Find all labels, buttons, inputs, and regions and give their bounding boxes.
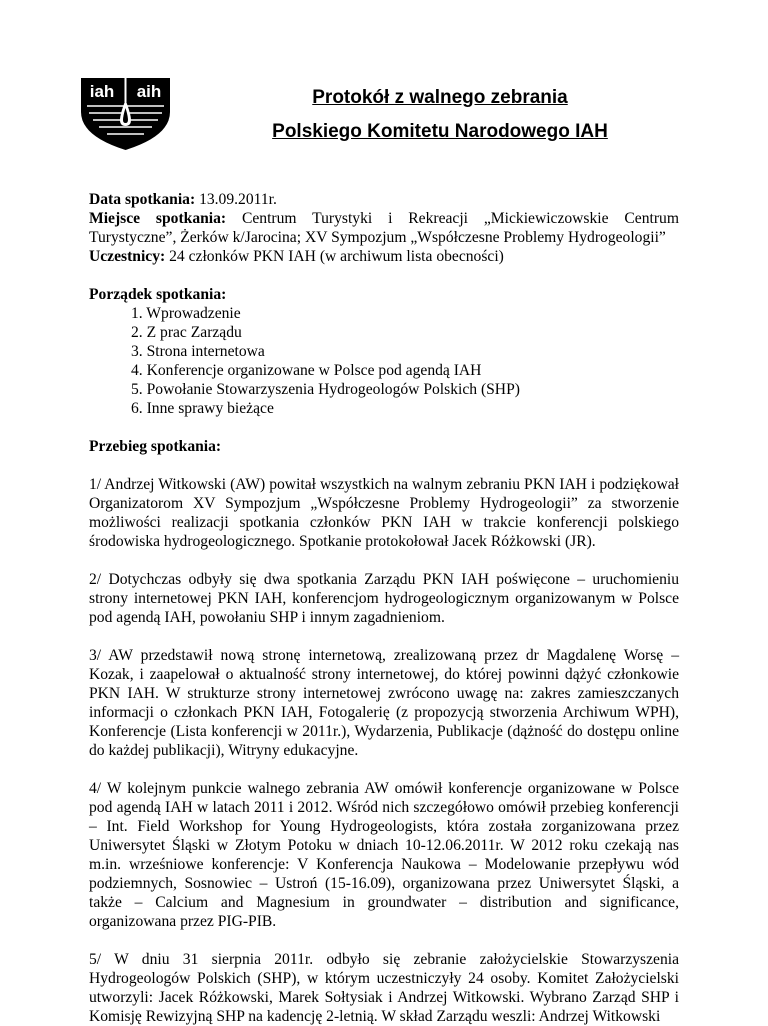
logo-left-text: iah	[89, 82, 115, 101]
paragraph-4: 4/ W kolejnym punkcie walnego zebrania AW omówił konferencje organizowane w Polsce pod agendą IAH w latach 2011 i 2012. Wśród nich szczegółowo omówił przebieg konferencji – Int. Field Workshop for Young Hydrogeologists, która została zorganizowana przez Uniwersytet Śląski w Złotym Potoku w dniach 10-12.06.2011r. W 2012 roku czekają nas m.in. wrześniowe konferencje: V Konferencja Naukowa – Modelowanie przepływu wód podziemnych, Sosnowiec – Ustroń (15-16.09), organizowana przez Uniwersytet Śląski, a także – Calcium and Magnesium in groundwater – distribution and significance, organizowana przez PIG-PIB.	[89, 780, 679, 930]
date-label: Data spotkania:	[89, 191, 196, 208]
agenda-item: 6. Inne sprawy bieżące	[131, 400, 274, 417]
paragraph-2: 2/ Dotychczas odbyły się dwa spotkania Zarządu PKN IAH poświęcone – uruchomieniu strony internetowej PKN IAH, konferencjom hydrogeologicznym organizowanym w Polsce pod agendą IAH, powołaniu SHP i innym zagadnieniom.	[89, 571, 679, 626]
agenda-heading: Porządek spotkania:	[89, 286, 227, 303]
agenda-item: 5. Powołanie Stowarzyszenia Hydrogeologów Polskich (SHP)	[131, 381, 520, 398]
agenda-item: 1. Wprowadzenie	[131, 305, 241, 322]
participants-value: 24 członków PKN IAH (w archiwum lista obecności)	[169, 248, 504, 265]
agenda-item: 2. Z prac Zarządu	[131, 324, 242, 341]
document-title: Protokół z walnego zebrania	[312, 87, 568, 108]
meeting-place	[89, 209, 679, 247]
participants-label: Uczestnicy:	[89, 248, 166, 265]
iah-logo	[79, 76, 172, 152]
place-value: Centrum Turystyki i Rekreacji „Mickiewiczowskie Centrum Turystyczne”, Żerków k/Jarocina; XV Sympozjum „Współczesne Problemy Hydrogeologii”	[89, 210, 679, 246]
paragraph-5: 5/ W dniu 31 sierpnia 2011r. odbyło się zebranie założycielskie Stowarzyszenia Hydrogeologów Polskich (SHP), w którym uczestniczyły 24 osoby. Komitet Założycielski utworzyli: Jacek Różkowski, Marek Sołtysiak i Andrzej Witkowski. Wybrano Zarząd SHP i Komisję Rewizyjną SHP na kadencję 2-letnią. W skład Zarządu weszli: Andrzej Witkowski	[89, 951, 679, 1025]
document-body	[89, 190, 679, 1026]
document-subtitle: Polskiego Komitetu Narodowego IAH	[272, 121, 608, 142]
paragraph-1: 1/ Andrzej Witkowski (AW) powitał wszystkich na walnym zebraniu PKN IAH i podziękował Organizatorom XV Sympozjum „Współczesne Problemy Hydrogeologii” za stworzenie możliwości realizacji spotkania członków PKN IAH w trakcie konferencji polskiego środowiska hydrogeologicznego. Spotkanie protokołował Jacek Różkowski (JR).	[89, 476, 679, 550]
agenda-item: 4. Konferencje organizowane w Polsce pod agendą IAH	[131, 362, 482, 379]
place-label: Miejsce spotkania:	[89, 210, 227, 227]
paragraph-3: 3/ AW przedstawił nową stronę internetową, zrealizowaną przez dr Magdalenę Worsę – Kozak, i zaapelował o aktualność strony internetowej, do której powinni dążyć członkowie PKN IAH. W strukturze strony internetowej zwrócono uwagę na: zakres zamieszczanych informacji o członkach PKN IAH, Fotogalerię (z propozycją stworzenia Archiwum WPH), Konferencje (Lista konferencji w 2011r.), Wydarzenia, Publikacje (dążność do dostępu online do każdej publikacji), Witryny edukacyjne.	[89, 647, 679, 759]
agenda-list	[89, 304, 679, 418]
logo-right-text: aih	[136, 82, 162, 101]
proceedings-heading: Przebieg spotkania:	[89, 438, 222, 455]
date-value: 13.09.2011r.	[199, 191, 277, 208]
meeting-date	[89, 190, 679, 209]
agenda-item: 3. Strona internetowa	[131, 343, 265, 360]
meeting-participants	[89, 247, 679, 266]
